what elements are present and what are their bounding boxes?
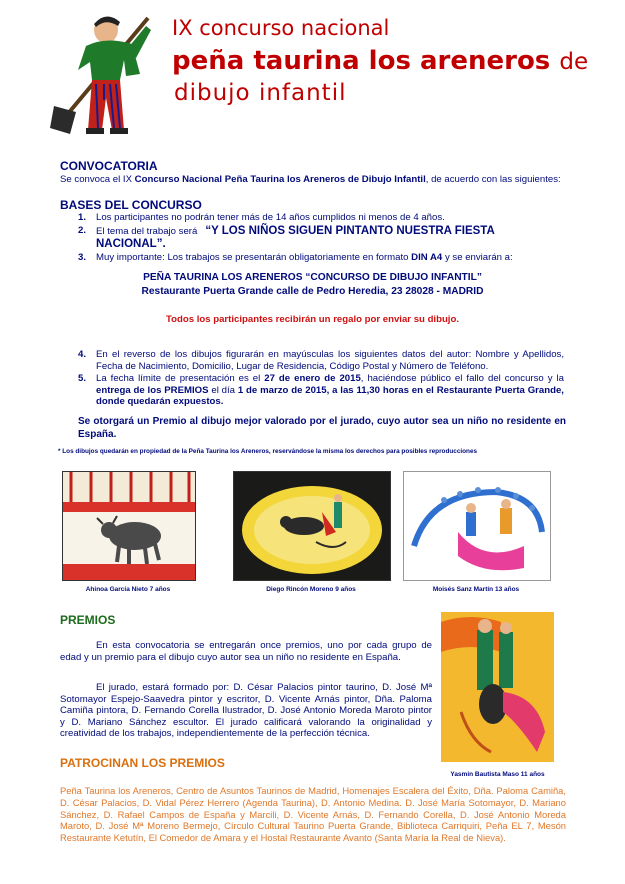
item-5-c: , haciéndose público el fallo del concurso y la xyxy=(360,373,564,384)
patrocinan-heading: PATROCINAN LOS PREMIOS xyxy=(60,756,225,770)
conv-post: , de acuerdo con las siguientes: xyxy=(425,174,561,185)
title-suffix: de xyxy=(559,49,589,75)
item-4-text: En el reverso de los dibujos figurarán en mayúsculas los siguientes datos del autor: Nombre y Apellidos, Fecha de Nacimiento, Domicilio, Lugar de Residencia, Código Postal y Número de Teléfono. xyxy=(96,349,564,372)
title-main: peña taurina los areneros xyxy=(172,46,551,76)
caption-2: Diego Rincón Moreno 9 años xyxy=(266,586,356,593)
bases-item-1 xyxy=(78,212,564,224)
item-3-bold: DIN A4 xyxy=(411,251,443,263)
drawing-bull-red xyxy=(62,471,196,581)
item-1-text: Los participantes no podrán tener más de 14 años cumplidos ni menos de 4 años. xyxy=(96,212,445,223)
caption-3: Moisés Sanz Martín 13 años xyxy=(432,586,520,593)
logo-illustration xyxy=(48,10,156,138)
bases-heading: BASES DEL CONCURSO xyxy=(60,198,202,212)
caption-4: Yasmin Bautista Maso 11 años xyxy=(450,771,545,778)
conv-pre: Se convoca el IX xyxy=(60,174,135,185)
bases-item-2 xyxy=(78,225,564,251)
drawing-matador-cape xyxy=(403,471,551,581)
item-5-a: La fecha límite de presentación es el xyxy=(96,373,265,384)
bases-list xyxy=(78,212,564,263)
item-3-pre: Muy importante: Los trabajos se presentarán obligatoriamente en formato xyxy=(96,251,412,263)
gift-notice: Todos los participantes recibirán un regalo por enviar su dibujo. xyxy=(165,314,460,325)
num-1: 1. xyxy=(78,212,87,223)
bases-item-5 xyxy=(78,373,564,408)
bases-item-3 xyxy=(78,252,564,264)
premios-paragraph-2: El jurado, estará formado por: D. César Palacios pintor taurino, D. José Mª Sotomayor Espejo-Saavedra pintor y escritor, D. Vicente Arnás pintor, Dña. Paloma Camiña pintora, D. Fernando Corella Ilustrador, D. José Antonio Moreda Maroto pintor y D. Mariano Sánchez escultor. El jurado calificará valorando la originalidad y creatividad de los trabajos, independientemente de la perfección técnica. xyxy=(60,682,432,739)
drawing-bullfighter-arena xyxy=(233,471,391,581)
convocatoria-heading: CONVOCATORIA xyxy=(60,159,158,173)
address-block xyxy=(60,271,565,298)
ownership-note: * Los dibujos quedarán en propiedad de la Peña Taurina los Areneros, reservándose la misma los derechos para posibles reproducciones xyxy=(58,448,478,455)
num-5: 5. xyxy=(78,373,87,384)
num-4: 4. xyxy=(78,349,87,360)
premios-heading: PREMIOS xyxy=(60,613,116,627)
patrocinan-text: Peña Taurina los Areneros, Centro de Asuntos Taurinos de Madrid, Homenajes Escalera del Éxito, Dña. Paloma Camiña, D. César Palacios, D. Vidal Pérez Herrero (Agenda Taurina), D. Antonio Medina. D. José María Sotomayor, D. Mariano Sánchez, D. Rafael Campos de España y Marcili, D. Vicente Arnás, D. Fernando Corella, D. José Antonio Moreda Maroto, D. José Mª Moreno Bermejo, Círculo Cultural Taurino Puerta Grande, Biblioteca Carriquiri, Peña EL 7, Mesón Restaurante Ketutín, El Comedor de Amara y el Hostal Restaurante Avanto (Santa María la Real de Nieva). xyxy=(60,785,566,844)
item-5-date: 27 de enero de 2015 xyxy=(264,373,361,384)
convocatoria-text xyxy=(60,174,580,186)
item-5-f: 1 de marzo de 2015, a las 11,30 horas en el Restaurante Puerta Grande, donde quedarán expuestos. xyxy=(96,384,564,407)
drawing-matador-muleta xyxy=(441,612,554,762)
item-5-d: entrega de los PREMIOS xyxy=(96,384,209,396)
title-line-3: dibujo infantil xyxy=(174,80,347,106)
item-5-e: el día xyxy=(208,384,238,396)
bases-item-4 xyxy=(78,349,564,372)
title-line-1: IX concurso nacional xyxy=(172,16,390,40)
item-3-post: y se enviarán a: xyxy=(442,251,513,263)
item-2-theme: “Y LOS NIÑOS SIGUEN PINTANTO NUESTRA FIESTA NACIONAL”. xyxy=(96,224,495,250)
num-3: 3. xyxy=(78,251,87,263)
conv-bold: Concurso Nacional Peña Taurina los Areneros de Dibujo Infantil xyxy=(134,174,426,185)
address-line-1: PEÑA TAURINA LOS ARENEROS “CONCURSO DE DIBUJO INFANTIL” xyxy=(143,272,482,283)
item-2-pre: El tema del trabajo será xyxy=(96,225,198,237)
premios-paragraph-1: En esta convocatoria se entregarán once premios, uno por cada grupo de edad y un premio para el dibujo cuyo autor sea un niño no residente en España. xyxy=(60,640,432,663)
address-line-2: Restaurante Puerta Grande calle de Pedro Heredia, 23 28028 - MADRID xyxy=(141,285,484,297)
bases-list-2 xyxy=(78,349,564,408)
title-line-2 xyxy=(172,46,588,76)
caption-1: Ahinoa García Nieto 7 años xyxy=(85,586,171,593)
special-prize: Se otorgará un Premio al dibujo mejor valorado por el jurado, cuyo autor sea un niño no residente en España. xyxy=(78,416,566,440)
num-2: 2. xyxy=(78,224,87,236)
